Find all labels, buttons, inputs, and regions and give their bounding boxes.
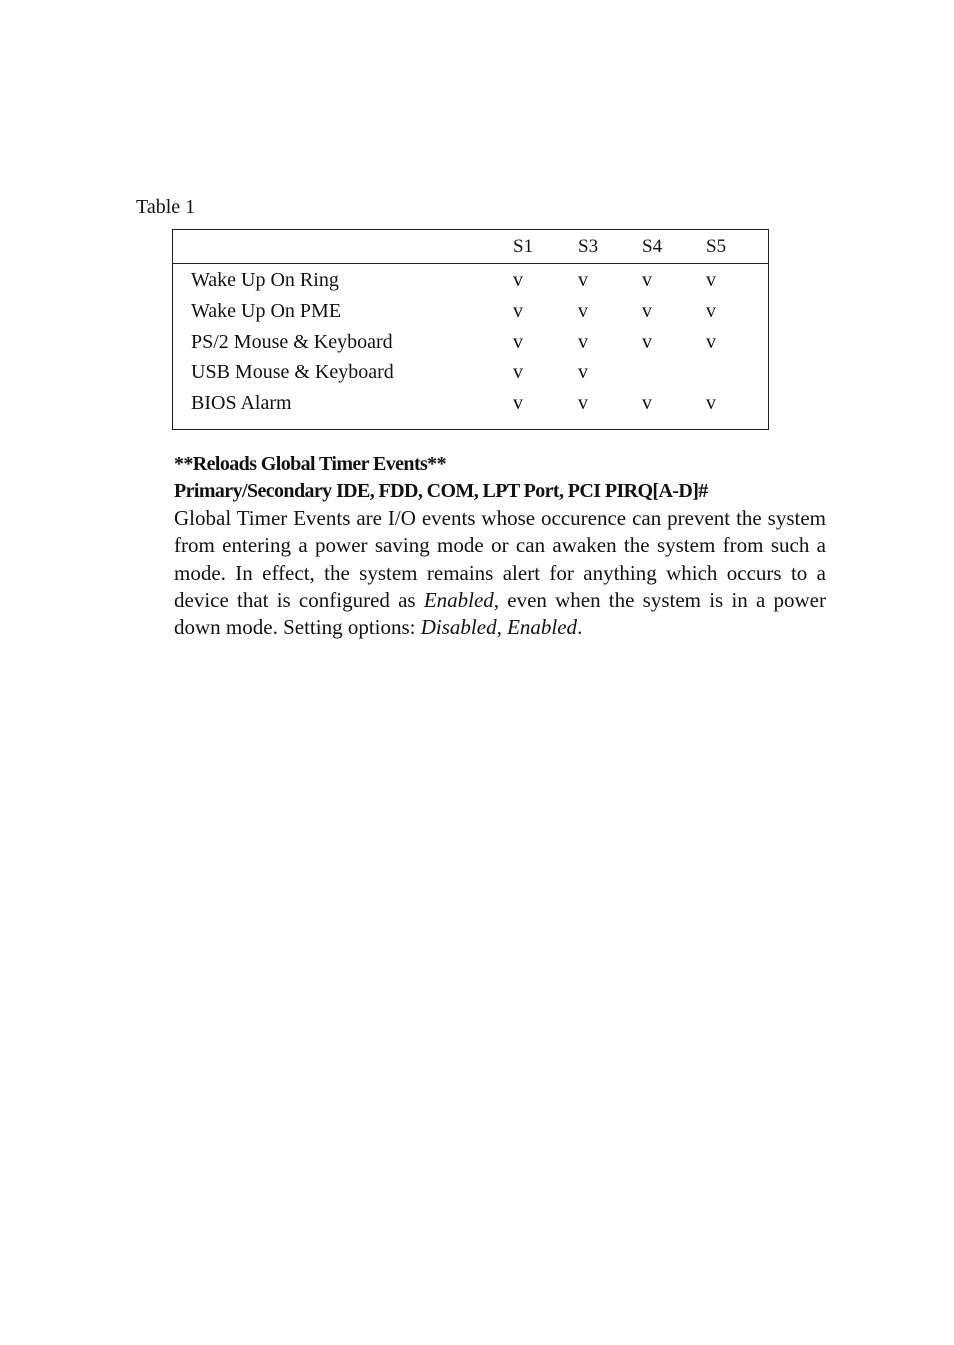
table-cell: v: [706, 300, 716, 322]
section-heading: **Reloads Global Timer Events**: [174, 453, 446, 475]
global-timer-section: [174, 451, 826, 641]
table-row: [173, 264, 768, 295]
table-cell: v: [642, 331, 652, 353]
table-cell: v: [578, 331, 588, 353]
column-header-s5: S5: [706, 236, 727, 257]
table-cell: v: [642, 269, 652, 291]
table-cell: v: [513, 269, 523, 291]
wake-events-table: [172, 229, 769, 430]
table-cell: v: [578, 269, 588, 291]
table-caption: Table 1: [136, 196, 196, 218]
table-cell: v: [706, 269, 716, 291]
row-label: Wake Up On Ring: [191, 269, 339, 291]
table-cell: v: [642, 300, 652, 322]
table-cell: v: [513, 392, 523, 414]
description-text: Global Timer Events are I/O events whose occurence can prevent the system from entering a power saving mode or can awaken the system from such a mode. In effect, the system remains alert for anything which occurs to a device that is configured as: [174, 506, 826, 612]
row-label: Wake Up On PME: [191, 300, 342, 322]
column-header-s3: S3: [578, 236, 599, 257]
table-cell: v: [513, 331, 523, 353]
section-description: [174, 505, 826, 641]
table-cell: v: [578, 361, 588, 383]
table-cell: v: [578, 392, 588, 414]
setting-options-emphasis: Disabled, Enabled: [420, 615, 578, 640]
table-cell: v: [706, 331, 716, 353]
column-header-s1: S1: [513, 236, 534, 257]
row-label: BIOS Alarm: [191, 392, 292, 414]
table-header-row: [173, 230, 768, 264]
table-row: [173, 356, 768, 387]
table-cell: v: [706, 392, 716, 414]
section-subheading: Primary/Secondary IDE, FDD, COM, LPT Port, PCI PIRQ[A-D]#: [174, 480, 708, 502]
row-label: USB Mouse & Keyboard: [191, 361, 394, 383]
table-row: [173, 387, 768, 418]
table-row: [173, 295, 768, 326]
description-text: .: [577, 615, 583, 640]
table-cell: v: [513, 361, 523, 383]
table-cell: v: [513, 300, 523, 322]
column-header-s4: S4: [642, 236, 663, 257]
table-cell: v: [642, 392, 652, 414]
table-cell: v: [578, 300, 588, 322]
row-label: PS/2 Mouse & Keyboard: [191, 331, 393, 353]
table-row: [173, 326, 768, 357]
option-enabled-emphasis: Enabled: [423, 587, 494, 612]
description-text: , even when the system is in a power down mode. Setting options:: [174, 587, 826, 640]
